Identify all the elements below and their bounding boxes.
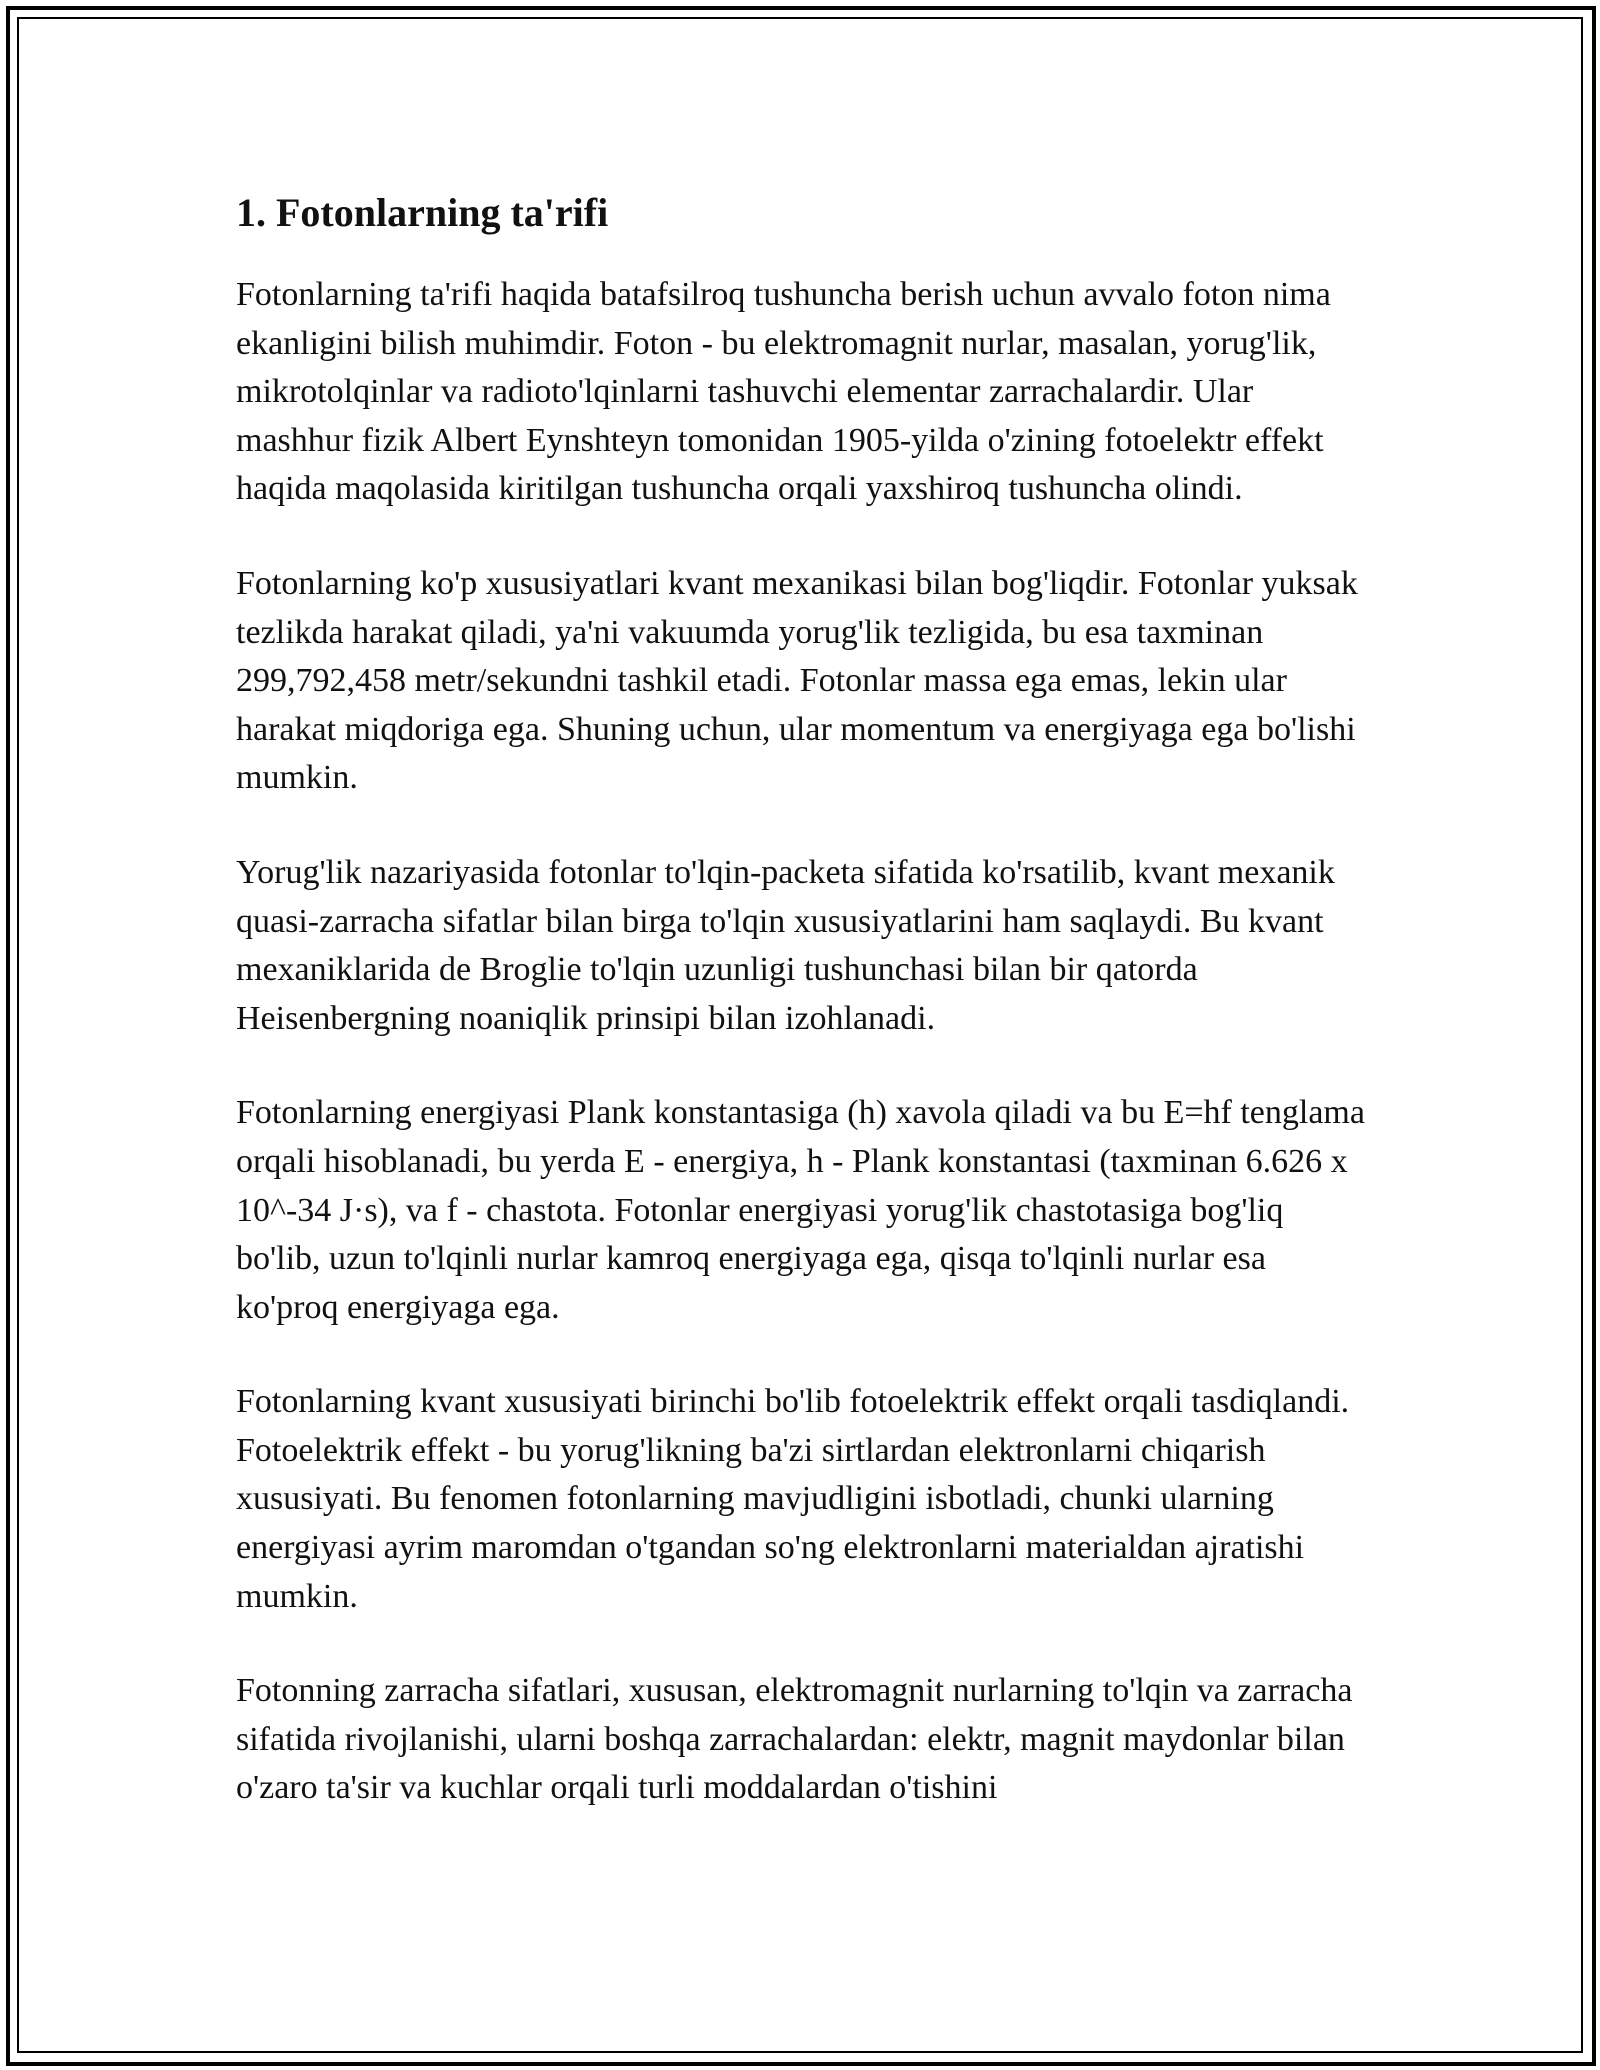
paragraph-energy: Fotonlarning energiyasi Plank konstantasiga (h) xavola qiladi va bu E=hf tenglama orqali hisoblanadi, bu yerda E - energiya, h - Plank konstantasi (taxminan 6.626 x 10^-34 J·s), va f - chastota. Fotonlar energiyasi yorug'lik chastotasiga bog'liq bo'lib, uzun to'lqinli nurlar kamroq energiyaga ega, qisqa to'lqinli nurlar esa ko'proq energiyaga ega. (236, 1094, 1365, 1326)
paragraph-definition: Fotonlarning ta'rifi haqida batafsilroq tushuncha berish uchun avvalo foton nima ekanligini bilish muhimdir. Foton - bu elektromagnit nurlar, masalan, yorug'lik, mikrotolqinlar va radioto'lqinlarni tashuvchi elementar zarrachalardir. Ular mashhur fizik Albert Eynshteyn tomonidan 1905-yilda o'zining fotoelektr effekt haqida maqolasida kiritilgan tushuncha orqali yaxshiroq tushuncha olindi. (236, 276, 1331, 508)
paragraph-wave-packet: Yorug'lik nazariyasida fotonlar to'lqin-packeta sifatida ko'rsatilib, kvant mexanik quasi-zarracha sifatlar bilan birga to'lqin xususiyatlarini ham saqlaydi. Bu kvant mexaniklarida de Broglie to'lqin uzunligi tushunchasi bilan bir qatorda Heisenbergning noaniqlik prinsipi bilan izohlanadi. (236, 853, 1335, 1037)
paragraph-photoelectric-effect: Fotonlarning kvant xususiyati birinchi bo'lib fotoelektrik effekt orqali tasdiqlandi. Fotoelektrik effekt - bu yorug'likning ba'zi sirtlardan elektronlarni chiqarish xususiyati. Bu fenomen fotonlarning mavjudligini isbotladi, chunki ularning energiyasi ayrim maromdan o'tgandan so'ng elektronlarni materialdan ajratishi mumkin. (236, 1383, 1350, 1615)
paragraph-particle-properties: Fotonning zarracha sifatlari, xususan, elektromagnit nurlarning to'lqin va zarracha sifatida rivojlanishi, ularni boshqa zarrachalardan: elektr, magnit maydonlar bilan o'zaro ta'sir va kuchlar orqali turli moddalardan o'tishini (236, 1672, 1353, 1807)
section-heading: 1. Fotonlarning ta'rifi (236, 190, 609, 235)
paragraph-quantum-properties: Fotonlarning ko'p xususiyatlari kvant mexanikasi bilan bog'liqdir. Fotonlar yuksak tezlikda harakat qiladi, ya'ni vakuumda yorug'lik tezligida, bu esa taxminan 299,792,458 metr/sekundni tashkil etadi. Fotonlar massa ega emas, lekin ular harakat miqdoriga ega. Shuning uchun, ular momentum va energiyaga ega bo'lishi mumkin. (236, 564, 1358, 797)
document-body (236, 183, 1376, 1859)
